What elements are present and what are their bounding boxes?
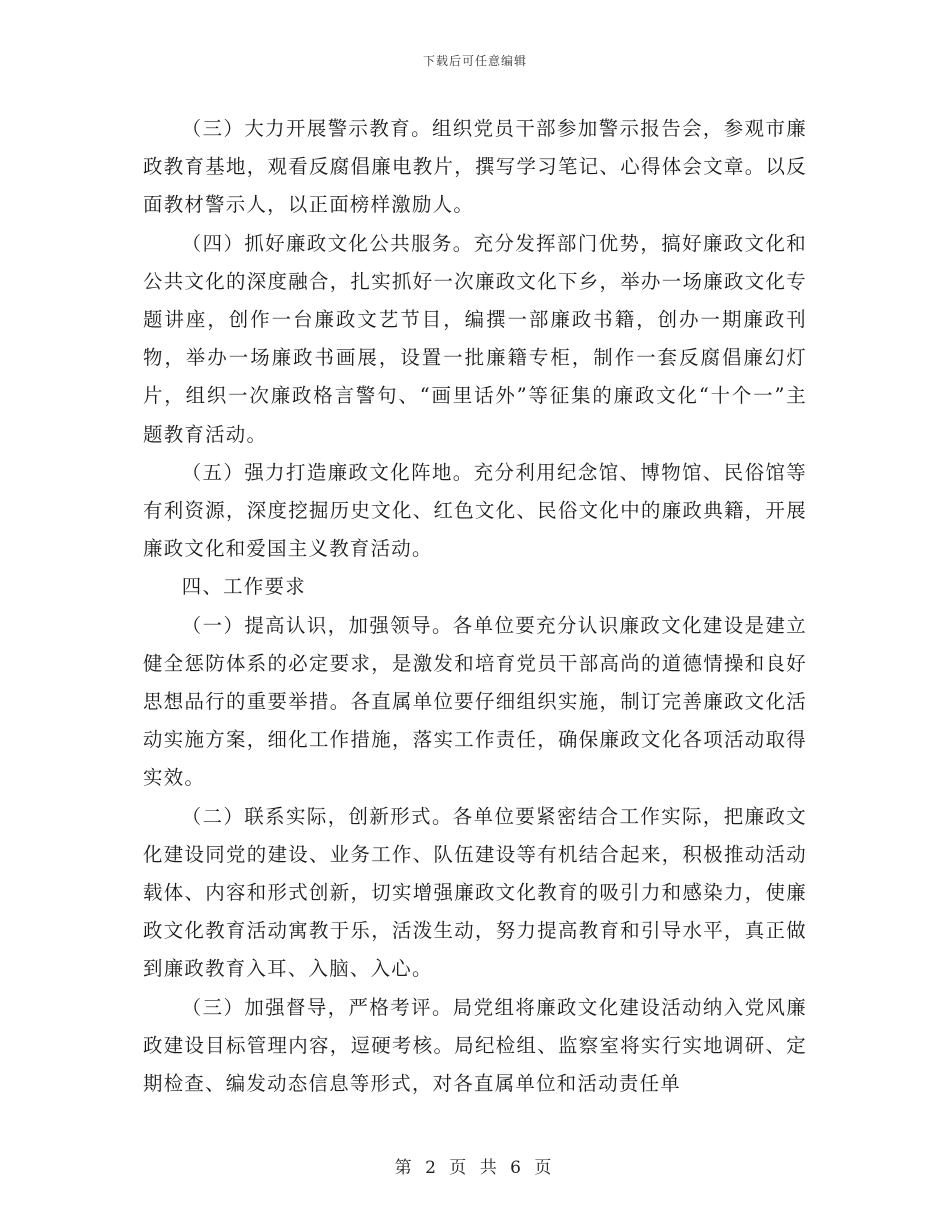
page-number-footer: 第 2 页 共 6 页 bbox=[394, 1158, 556, 1178]
page-header: 下载后可任意编辑 bbox=[422, 54, 527, 68]
section-heading-work-requirements: 四、工作要求 bbox=[181, 575, 306, 599]
paragraph-public-service: （四）抓好廉政文化公共服务。充分发挥部门优势，搞好廉政文化和公共文化的深度融合，扎实抓好一次廉政文化下乡，举办一场廉政文化专题讲座，创作一台廉政文艺节目，编撰一部廉政书籍，创办一期廉政刊物，举办一场廉政书画展，设置一批廉籍专柜，制作一套反腐倡廉幻灯片，组织一次廉政格言警句、“画里话外”等征集的廉政文化“十个一”主题教育活动。 bbox=[143, 231, 807, 446]
paragraph-warning-education: （三）大力开展警示教育。组织党员干部参加警示报告会，参观市廉政教育基地，观看反腐倡廉电教片，撰写学习笔记、心得体会文章。以反面教材警示人，以正面榜样激励人。 bbox=[143, 117, 807, 217]
paragraph-culture-base: （五）强力打造廉政文化阵地。充分利用纪念馆、博物馆、民俗馆等有利资源，深度挖掘历史文化、红色文化、民俗文化中的廉政典籍，开展廉政文化和爱国主义教育活动。 bbox=[143, 460, 807, 561]
paragraph-innovate-forms: （二）联系实际，创新形式。各单位要紧密结合工作实际，把廉政文化建设同党的建设、业务工作、队伍建设等有机结合起来，积极推动活动载体、内容和形式创新，切实增强廉政文化教育的吸引力和感染力，使廉政文化教育活动寓教于乐，活泼生动，努力提高教育和引导水平，真正做到廉政教育入耳、入脑、入心。 bbox=[143, 804, 807, 981]
paragraph-supervision: （三）加强督导，严格考评。局党组将廉政文化建设活动纳入党风廉政建设目标管理内容，逗硬考核。局纪检组、监察室将实行实地调研、定期检查、编发动态信息等形式，对各直属单位和活动责任单 bbox=[143, 995, 807, 1096]
paragraph-raise-awareness: （一）提高认识，加强领导。各单位要充分认识廉政文化建设是建立健全惩防体系的必定要求，是激发和培育党员干部高尚的道德情操和良好思想品行的重要举措。各直属单位要仔细组织实施，制订完善廉政文化活动实施方案，细化工作措施，落实工作责任，确保廉政文化各项活动取得实效。 bbox=[143, 613, 807, 790]
document-body bbox=[143, 110, 807, 1103]
